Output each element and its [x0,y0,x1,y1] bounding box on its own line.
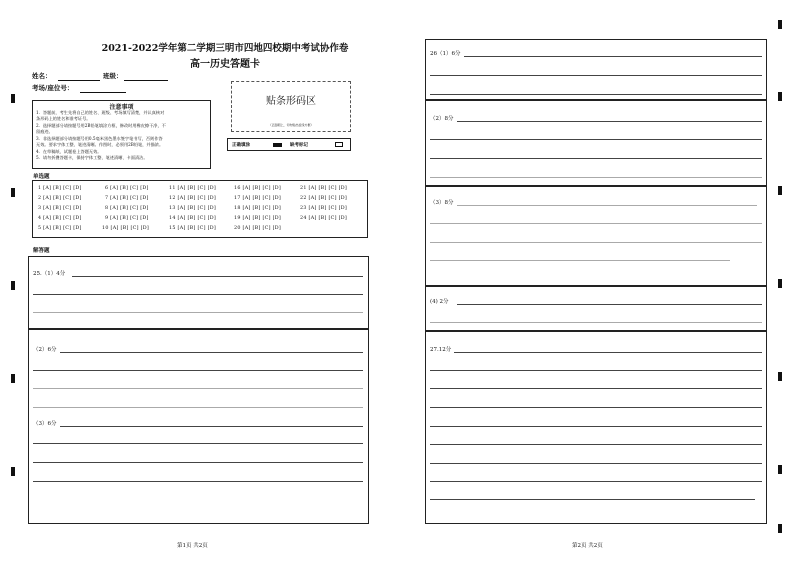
page-number: 第1页 共2页 [177,543,208,549]
position-mark [11,94,15,103]
filled-box-icon [273,143,282,147]
page-number: 第2页 共2页 [572,543,603,549]
mcq-row[interactable]: 18 [A] [B] [C] [D] [234,206,282,211]
exam-subtitle: 高一历史答题卡 [190,59,260,70]
mcq-row[interactable]: 15 [A] [B] [C] [D] [169,226,217,231]
mcq-row[interactable]: 10 [A] [B] [C] [D] [102,226,150,231]
question-label: （2）8分 [430,116,454,122]
answer-section-label: 解答题 [33,248,50,254]
mcq-box [32,180,368,238]
answer-box-q26-2 [425,100,767,186]
answer-line[interactable] [60,352,363,353]
notice-line: 无效。要求字体工整、笔迹清晰。作图时，必须用2B铅笔，并描浓。 [36,142,164,147]
position-mark [778,465,782,474]
name-field[interactable] [58,80,100,81]
answer-line[interactable] [430,177,762,178]
position-mark [11,281,15,290]
answer-line[interactable] [430,463,762,464]
answer-line[interactable] [430,158,762,159]
answer-box-q25-2-3 [28,329,369,524]
question-label: 25.（1）4分 [33,271,66,277]
position-mark [778,279,782,288]
answer-line[interactable] [457,304,762,305]
answer-box-q27 [425,331,767,524]
mcq-row[interactable]: 22 [A] [B] [C] [D] [300,196,348,201]
fill-example-box [227,138,351,151]
name-label: 姓名： [32,72,52,80]
empty-box-icon[interactable] [335,142,343,147]
question-label: (4) 2分 [430,299,449,305]
answer-box-q26-1 [425,39,767,100]
answer-box-q26-4 [425,286,767,331]
notice-line: 3．非选择题部分请按题号用0.5毫米黑色墨水签字笔书写，否则作答 [36,136,163,141]
answer-line[interactable] [430,223,762,224]
question-label: （3）6分 [33,421,57,427]
answer-line[interactable] [33,388,363,389]
mcq-section-label: 单选题 [33,174,50,180]
mcq-row[interactable]: 9 [A] [B] [C] [D] [105,216,149,221]
position-mark [11,374,15,383]
answer-line[interactable] [430,242,762,243]
answer-line[interactable] [430,388,762,389]
answer-line[interactable] [33,462,363,463]
barcode-hint: （正面朝上，切勿贴出虚线方框） [268,123,314,127]
answer-line[interactable] [430,322,762,323]
answer-box-q25-1 [28,256,369,329]
position-mark [778,186,782,195]
mcq-row[interactable]: 23 [A] [B] [C] [D] [300,206,348,211]
position-mark [11,467,15,476]
answer-line[interactable] [33,407,363,408]
answer-line[interactable] [430,426,762,427]
question-label: （2）6分 [33,347,57,353]
answer-line[interactable] [72,276,363,277]
notice-title: 注意事项 [109,104,134,111]
answer-line[interactable] [430,444,762,445]
class-field[interactable] [124,80,168,81]
absent-mark-label: 缺考标记 [290,143,308,148]
position-mark [778,372,782,381]
correct-fill-label: 正确填涂 [232,143,250,148]
mcq-row[interactable]: 6 [A] [B] [C] [D] [105,186,149,191]
mcq-row[interactable]: 1 [A] [B] [C] [D] [38,186,82,191]
answer-line[interactable] [430,407,762,408]
position-mark [11,188,15,197]
answer-line[interactable] [33,312,363,313]
answer-line[interactable] [454,352,762,353]
notice-line: 条形码上的姓名和准考证号。 [36,116,91,121]
mcq-row[interactable]: 7 [A] [B] [C] [D] [105,196,149,201]
answer-box-q26-3 [425,186,767,286]
notice-line: 留痕迹。 [36,129,53,134]
answer-line[interactable] [33,294,363,295]
mcq-row[interactable]: 16 [A] [B] [C] [D] [234,186,282,191]
exam-title: 2021-2022学年第二学期三明市四地四校期中考试协作卷 [101,43,349,54]
answer-line[interactable] [430,139,762,140]
answer-line[interactable] [430,94,762,95]
mcq-row[interactable]: 24 [A] [B] [C] [D] [300,216,348,221]
question-label: 27.12分 [430,347,452,353]
exam-seat-field[interactable] [80,92,126,93]
mcq-row[interactable]: 19 [A] [B] [C] [D] [234,216,282,221]
mcq-row[interactable]: 5 [A] [B] [C] [D] [38,226,82,231]
exam-seat-label: 考场/座位号： [32,84,74,92]
answer-line[interactable] [60,426,363,427]
answer-line[interactable] [430,260,730,261]
mcq-row[interactable]: 3 [A] [B] [C] [D] [38,206,82,211]
mcq-row[interactable]: 20 [A] [B] [C] [D] [234,226,282,231]
notice-line: 1．答题前，考生先将自己的姓名、班级、考场填写清楚，并认真核对 [36,110,165,115]
answer-line[interactable] [430,75,762,76]
answer-line[interactable] [430,499,755,500]
answer-line[interactable] [457,205,757,206]
question-label: 26（1）6分 [430,51,461,57]
answer-line[interactable] [33,370,363,371]
barcode-area [231,81,351,132]
mcq-row[interactable]: 14 [A] [B] [C] [D] [169,216,217,221]
mcq-row[interactable]: 8 [A] [B] [C] [D] [105,206,149,211]
position-mark [778,92,782,101]
notice-line: 4．在草稿纸、试题卷上答题无效。 [36,149,102,154]
mcq-row[interactable]: 11 [A] [B] [C] [D] [169,186,217,191]
mcq-row[interactable]: 13 [A] [B] [C] [D] [169,206,217,211]
answer-line[interactable] [464,56,762,57]
mcq-row[interactable]: 2 [A] [B] [C] [D] [38,196,82,201]
mcq-row[interactable]: 21 [A] [B] [C] [D] [300,186,348,191]
answer-line[interactable] [430,370,762,371]
question-label: （3）8分 [430,200,454,206]
position-mark [778,20,782,29]
barcode-label: 贴条形码区 [266,96,316,107]
notice-line: 2．选择题部分请按题号用2B铅笔填涂方框，修改时用橡皮擦干净，不 [36,123,166,128]
mcq-row[interactable]: 17 [A] [B] [C] [D] [234,196,282,201]
answer-line[interactable] [33,443,363,444]
position-mark [778,524,782,533]
mcq-row[interactable]: 4 [A] [B] [C] [D] [38,216,82,221]
answer-line[interactable] [430,481,762,482]
class-label: 班级： [103,72,123,80]
mcq-row[interactable]: 12 [A] [B] [C] [D] [169,196,217,201]
answer-line[interactable] [457,121,762,122]
notice-box [32,100,211,169]
answer-line[interactable] [33,481,363,482]
notice-line: 5．请勿折叠答题卡，保持字体工整、笔迹清晰、卡面清洁。 [36,155,148,160]
